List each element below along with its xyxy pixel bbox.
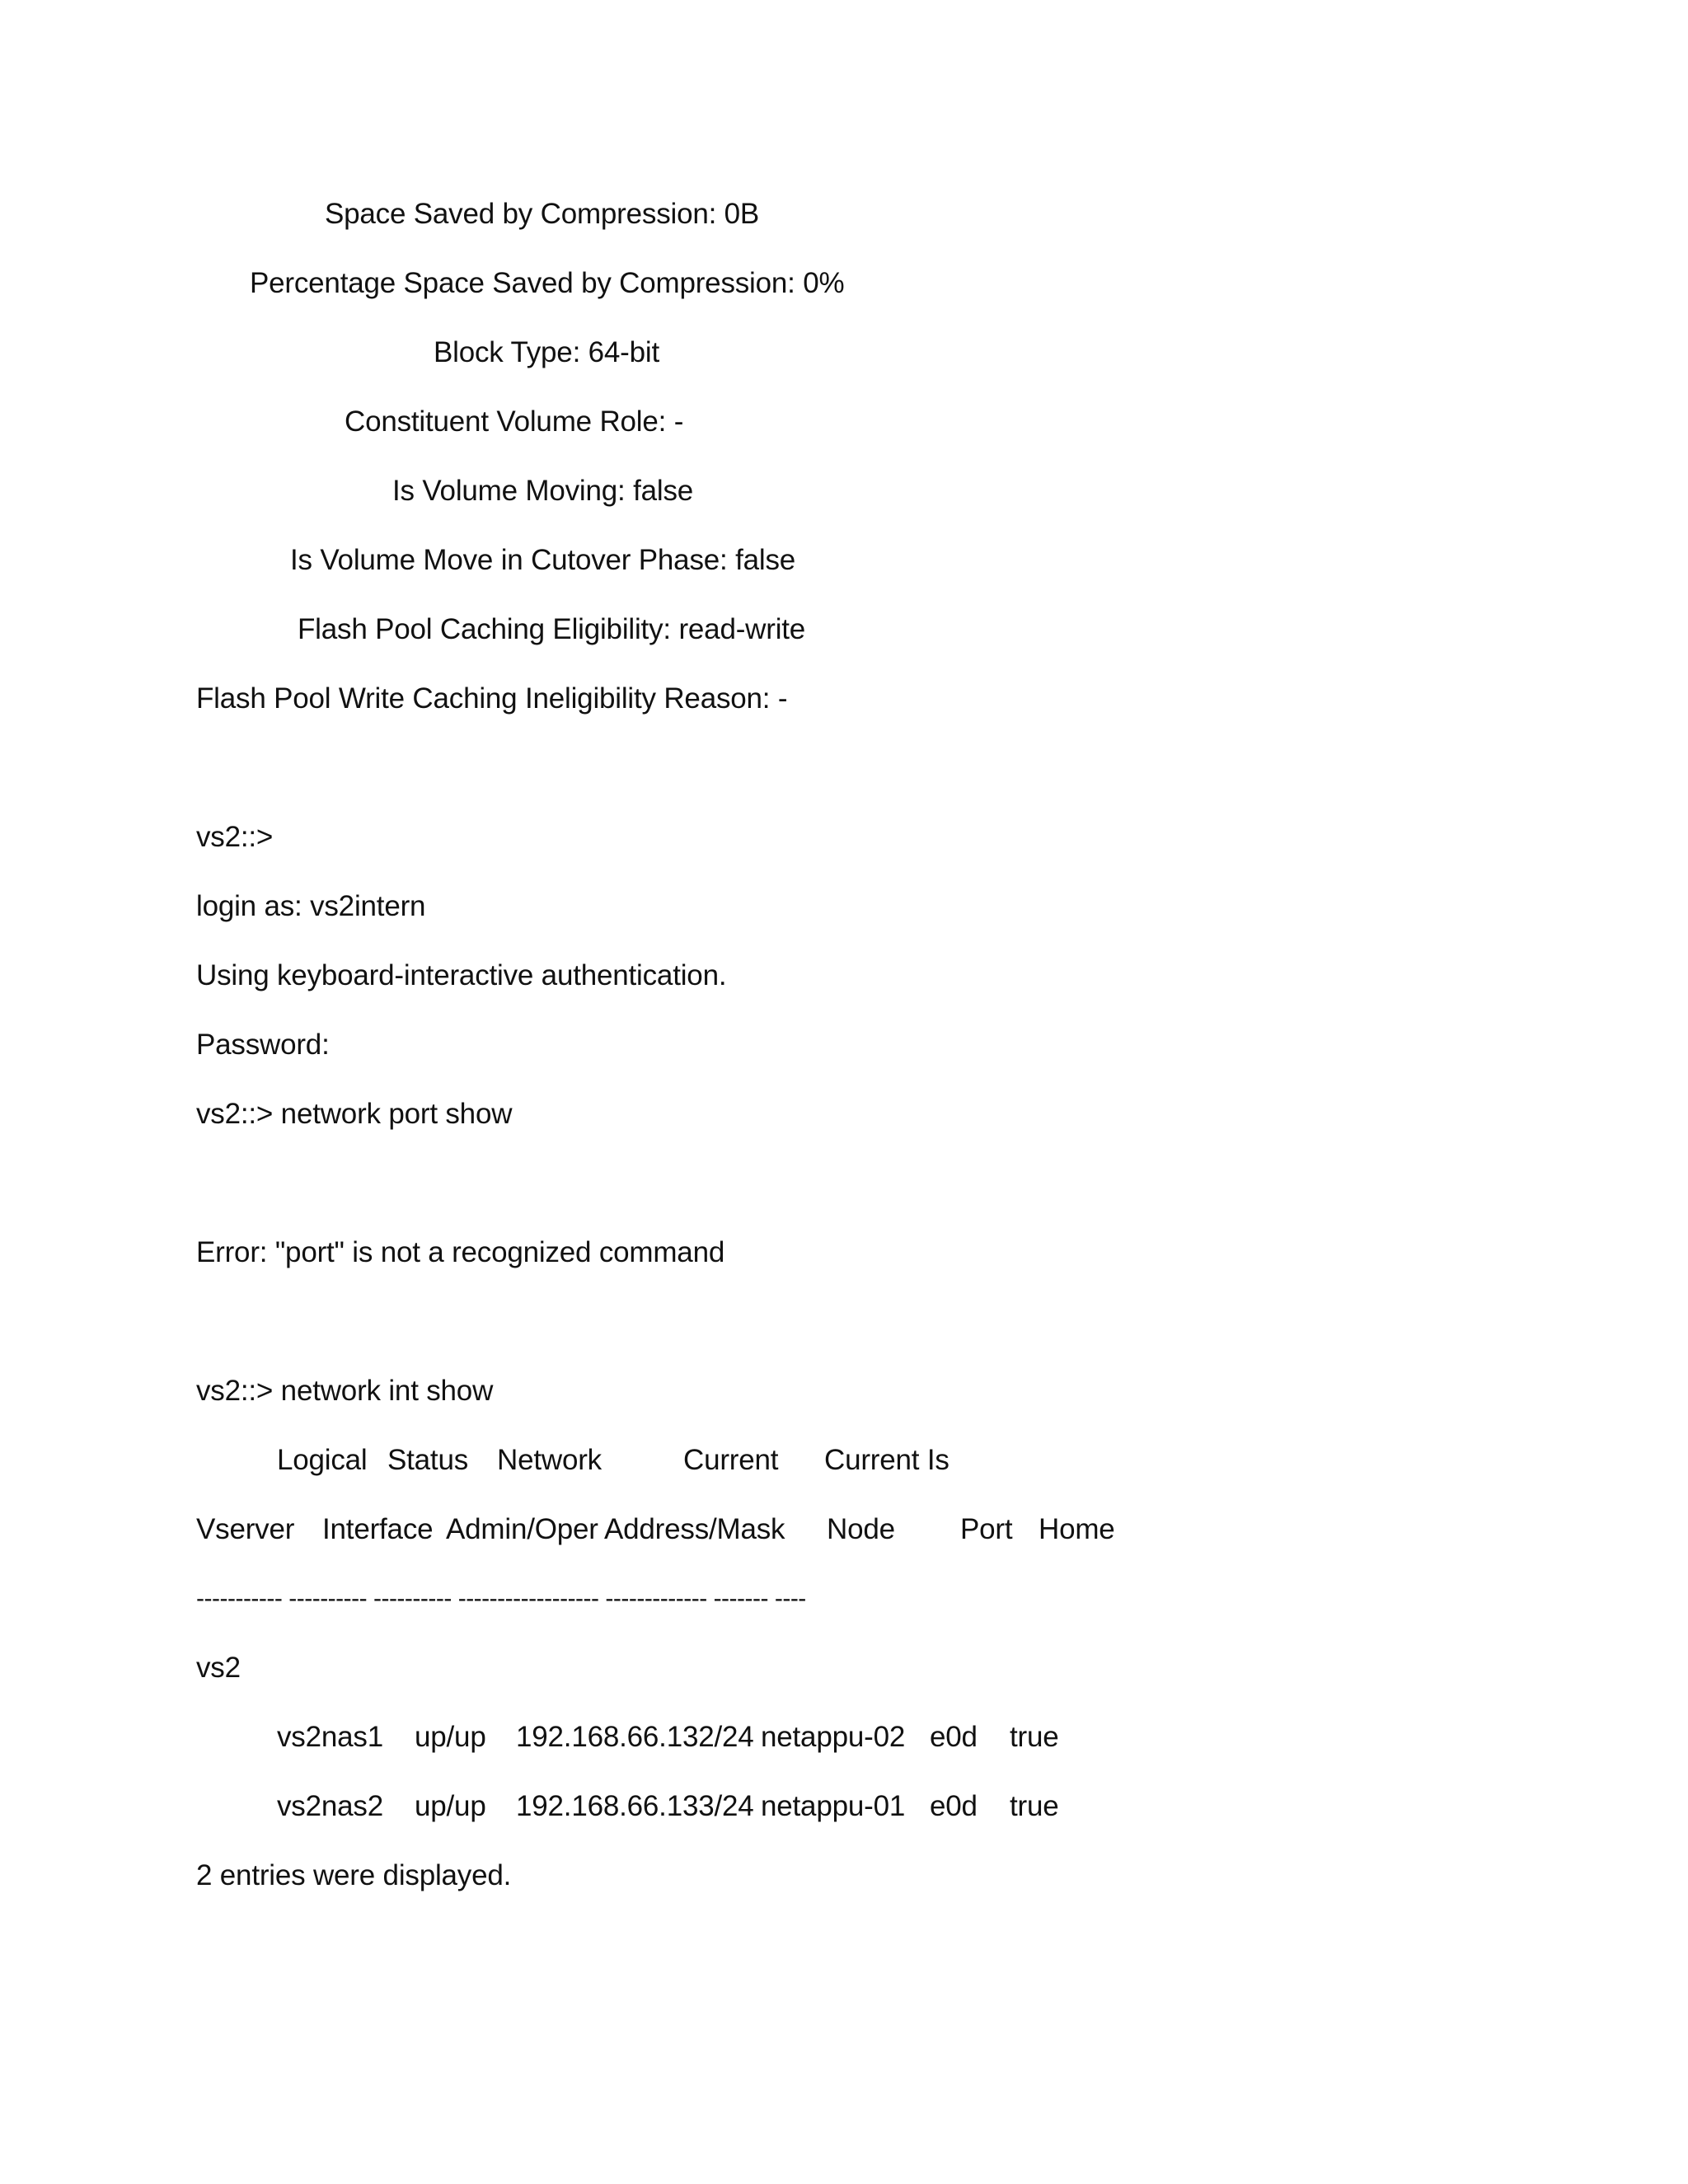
header-cell: Admin/Oper [446, 1513, 598, 1545]
volume-info-line: Space Saved by Compression: 0B [325, 198, 760, 230]
status-cell: up/up [415, 1721, 486, 1753]
info-value: false [735, 544, 796, 576]
info-value: - [777, 682, 788, 715]
entries-footer: 2 entries were displayed. [196, 1859, 512, 1891]
table-separator: ----------- ---------- ---------- ------------------ ------------- ------- ---- [196, 1585, 806, 1612]
info-value: read-write [678, 613, 806, 645]
info-value: 0% [803, 267, 845, 299]
header-cell: Home [1039, 1513, 1115, 1545]
interface-cell: vs2nas2 [277, 1790, 383, 1822]
header-cell: Network [497, 1444, 602, 1476]
header-cell: Port [960, 1513, 1013, 1545]
header-cell: Current Is [824, 1444, 950, 1476]
header-cell: Status [387, 1444, 469, 1476]
header-cell: Current [683, 1444, 779, 1476]
address-cell: 192.168.66.132/24 [516, 1721, 754, 1753]
interface-cell: vs2nas1 [277, 1721, 383, 1753]
volume-info-line: Constituent Volume Role: - [345, 405, 684, 438]
port-cell: e0d [930, 1721, 978, 1753]
volume-info-line: Is Volume Moving: false [392, 475, 694, 507]
volume-info-line: Block Type: 64-bit [434, 336, 659, 368]
info-label: Is Volume Move in Cutover Phase [290, 544, 720, 576]
info-label: Percentage Space Saved by Compression [250, 267, 788, 299]
volume-info-line: Percentage Space Saved by Compression: 0% [250, 267, 845, 299]
info-value: - [673, 405, 684, 438]
home-cell: true [1010, 1790, 1059, 1822]
node-cell: netappu-02 [761, 1721, 906, 1753]
volume-info-line: Flash Pool Caching Eligibility: read-write [298, 613, 806, 645]
node-cell: netappu-01 [761, 1790, 906, 1822]
header-cell: Address/Mask [604, 1513, 785, 1545]
header-cell: Interface [322, 1513, 434, 1545]
address-cell: 192.168.66.133/24 [516, 1790, 754, 1822]
info-label: Block Type [434, 336, 573, 368]
info-value: 0B [724, 198, 760, 230]
login-line: login as: vs2intern [196, 890, 426, 922]
header-cell: Node [827, 1513, 895, 1545]
status-cell: up/up [415, 1790, 486, 1822]
info-label: Space Saved by Compression [325, 198, 709, 230]
vserver-name: vs2 [196, 1652, 241, 1684]
header-cell: Vserver [196, 1513, 295, 1545]
info-label: Flash Pool Caching Eligibility [298, 613, 663, 645]
home-cell: true [1010, 1721, 1059, 1753]
command-line: vs2::> network port show [196, 1098, 513, 1130]
port-cell: e0d [930, 1790, 978, 1822]
info-label: Constituent Volume Role [345, 405, 659, 438]
prompt-line: vs2::> [196, 821, 274, 853]
header-cell: Logical [277, 1444, 368, 1476]
command-line: vs2::> network int show [196, 1375, 494, 1407]
info-label: Flash Pool Write Caching Ineligibility Reason [196, 682, 762, 715]
volume-info-line: Is Volume Move in Cutover Phase: false [290, 544, 796, 576]
password-line: Password: [196, 1029, 330, 1061]
info-value: false [633, 475, 694, 507]
info-value: 64-bit [588, 336, 659, 368]
error-line: Error: "port" is not a recognized command [196, 1236, 725, 1268]
info-label: Is Volume Moving [392, 475, 618, 507]
volume-info-line: Flash Pool Write Caching Ineligibility Reason: - [196, 682, 788, 715]
auth-line: Using keyboard-interactive authentication. [196, 959, 727, 991]
